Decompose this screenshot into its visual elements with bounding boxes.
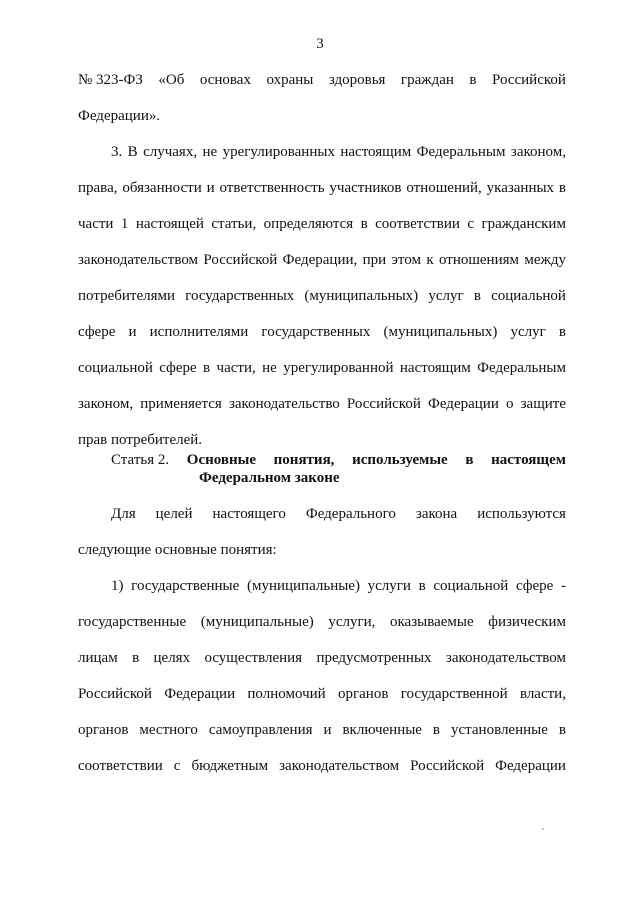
definitions-intro-line-2: следующие основные понятия: [78,542,277,558]
paragraph-3-word: части [78,216,114,232]
paragraph-3-line: законом, применяется законодательство Российской Федерации о защите [78,396,566,412]
definition-1-word: с [173,758,181,774]
paragraph-3-word: и [128,324,137,340]
paragraph-3-word: в [473,288,481,304]
definitions-intro-word: закона [415,506,458,522]
paragraph-top-word: граждан [400,72,454,88]
definition-1-word: в [432,722,441,738]
definition-1-word: в [132,650,140,666]
paragraph-3-word: услуг [510,324,546,340]
paragraph-3-word: гражданским [481,216,566,232]
paragraph-3-word: определяются [263,216,354,232]
definition-1-word: Федерации [495,758,566,774]
paragraph-3-word: потребителями [78,288,176,304]
document-body [78,62,566,458]
paragraph-3-line: социальной сфере в части, не урегулированной настоящим Федеральным [78,360,566,376]
paragraph-3-line: права, обязанности и ответственность участников отношений, указанных в [78,180,566,196]
paragraph-3-word: соответствии [375,216,460,232]
definition-1-word: государственной [400,686,508,702]
definition-1-line [78,712,566,748]
paragraph-3-line [78,206,566,242]
definition-1-word: самоуправления [208,722,313,738]
article-title-word: понятия, [273,452,335,468]
paragraph-3-word: с [467,216,475,232]
paragraph-3-word: в [558,324,566,340]
definition-1-word: органов [337,686,389,702]
definition-1-word: местного [139,722,198,738]
page-number: 3 [316,36,324,52]
definitions-intro-line-1 [78,496,566,532]
article-heading-line-1 [111,451,566,469]
definition-1-word: полномочий [247,686,326,702]
definition-1-word: услуги, [328,614,376,630]
paragraph-top-line-2: Федерации». [78,108,161,124]
definition-1-line [78,640,566,676]
article-title-word: в [465,452,474,468]
paragraph-3-word: в [360,216,368,232]
definition-1-word: законодательством [445,650,566,666]
definition-1-word: власти, [519,686,566,702]
definition-1-word: соответствии [78,758,163,774]
paragraph-3 [78,134,566,422]
article-title-word: настоящем [491,452,566,468]
definition-1-line [78,676,566,712]
definitions-intro-word: настоящего [212,506,286,522]
paragraph-top-word: основах [199,72,251,88]
article-title-word: Основные [186,452,256,468]
definition-1-word: бюджетным [191,758,269,774]
definition-1-line: 1) государственные (муниципальные) услуги в социальной сфере - [111,578,566,594]
paragraph-3-word: услуг [428,288,464,304]
paragraph-3-line [78,314,566,350]
definition-1-word: установленные [450,722,548,738]
paragraph-top-word: охраны [266,72,314,88]
definition-1-word: включенные [342,722,422,738]
paragraph-3-word: (муниципальных) [304,288,419,304]
definition-1-word: оказываемые [389,614,474,630]
definition-1-word: предусмотренных [316,650,432,666]
paragraph-top-word: «Об [158,72,185,88]
paragraph-3-word: социальной [491,288,566,304]
paragraph-top-line-1 [78,62,566,98]
paragraph-3-word: (муниципальных) [383,324,498,340]
definition-1 [78,568,566,784]
paragraph-3-last-line: прав потребителей. [78,432,203,448]
paragraph-top-word: № 323-ФЗ [78,72,143,88]
definitions-intro-word: целей [155,506,193,522]
article-title-word: используемые [352,452,448,468]
definition-1-word: физическим [488,614,566,630]
definition-1-word: Российской [410,758,485,774]
definition-1-word: Российской [78,686,152,702]
paragraph-top-word: Российской [491,72,566,88]
definition-1-word: в [558,722,566,738]
definition-1-word: органов [78,722,129,738]
paragraph-3-word: статьи, [211,216,257,232]
definitions-intro-word: Для [111,506,136,522]
scan-speck [542,828,544,830]
paragraph-3-word: настоящей [135,216,204,232]
paragraph-3-line: законодательством Российской Федерации, при этом к отношениям между [78,252,566,268]
definition-1-line [78,604,566,640]
article-label: Статья 2. [111,452,170,468]
definitions-intro-word: используются [477,506,566,522]
paragraph-3-word: сфере [78,324,116,340]
paragraph-3-line: 3. В случаях, не урегулированных настоящим Федеральным законом, [111,144,566,160]
definitions-intro-word: Федерального [305,506,396,522]
paragraph-3-line [78,278,566,314]
paragraph-3-word: 1 [120,216,129,232]
definition-1-line [78,748,566,784]
paragraph-3-word: государственных [185,288,295,304]
definition-1-word: государственные [78,614,187,630]
definition-1-word: целях [153,650,191,666]
definition-1-word: осуществления [204,650,303,666]
definition-1-word: Федерации [164,686,236,702]
definitions-body [78,496,566,784]
article-heading-line-2: Федеральном законе [199,470,340,486]
article-heading [111,451,566,487]
paragraph-3-word: государственных [261,324,371,340]
paragraph-top-word: здоровья [328,72,386,88]
definition-1-word: законодательством [279,758,400,774]
definition-1-word: лицам [78,650,118,666]
paragraph-top-word: в [469,72,477,88]
definition-1-word: (муниципальные) [200,614,314,630]
paragraph-3-word: исполнителями [149,324,249,340]
definition-1-word: и [323,722,332,738]
